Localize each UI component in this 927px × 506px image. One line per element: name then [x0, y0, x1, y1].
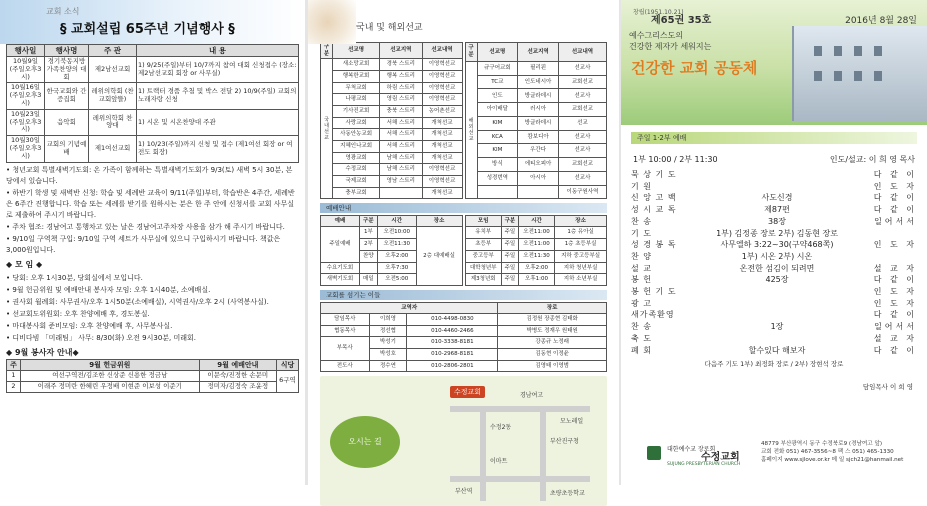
- table-row: 무척교회 하림 스트리 이영혁선교: [321, 82, 463, 94]
- order-of-worship: [621, 169, 927, 356]
- table-row: 사동안농교회 서해 스트리 개척선교: [321, 129, 463, 141]
- table-row: 1 여선구역전/김조한 신상준 신용한 정금남 이문숙/진정한 손문미 6구역: [7, 370, 299, 381]
- table-row: 초등부 주일 오전11:00 1층 초등부실: [465, 239, 607, 251]
- table-row: 방식 에티오피아 교회선교: [465, 158, 607, 172]
- table-row: TC교 인도네시아 교회선교: [465, 75, 607, 89]
- table-row: 중고등부 주일 오전11:30 지하 중고등부실: [465, 250, 607, 262]
- table-row: 유치부 주일 오전11:00 1층 유아실: [465, 227, 607, 239]
- table-row: 해외선교 규구어교회 필리핀 선교사: [465, 62, 607, 76]
- table-row: 대학청년부 주일 오후2:00 지하 청년부실: [465, 262, 607, 274]
- worship-info-bar: 예배안내: [320, 203, 607, 213]
- domestic-mission-table: 구분 선교명 선교지역 선교내역 국내선교 새소망교회 경북 스트리 이영혁선교 행복한교회 행복 스트리 이영혁선교 무척교회 하림 스트리 이영혁선교 나평교회 영림 스트리 이영혁선교 기사진교회 충북 스트리 농어촌선교 사랑교회 서해 스트리 개척선교 사동안농교회 서해 스트리 개척선교 지혜인나교회 서해 스트리 개척선교 영광교회 남해 스트리 개척선교 수정교회 남해 스트리 이영혁선교 국제교회 영남 스트리 이영혁선교 충부교회 개척선교: [320, 42, 463, 199]
- order-row: 설 교 온전한 섬김이 되려면 설 교 자: [631, 263, 917, 273]
- table-row: 이동구원사역: [465, 185, 607, 199]
- table-row: 행복한교회 행복 스트리 이영혁선교: [321, 70, 463, 82]
- service-bar: 주일 1·2부 예배: [631, 132, 917, 144]
- volunteers-heading: ◆ 9월 봉사자 안내◆: [6, 347, 79, 357]
- table-row: 10월16일 (주일오후3시) 한국교회와 간증집회 레위의학회 (찬교회앞뜰) 1) 트랙터 경품 추첨 및 박스 전달 2) 10/9(주일) 교회의 노래자랑 신청: [7, 83, 299, 109]
- overseas-mission-table: 구분 선교명 선교지역 선교내역 해외선교 규구어교회 필리핀 선교사 TC교 인도네시아 교회선교 인도 방글라데시 선교사 아이배달 러시아 교회선교 KIM 방글라데시 선교 KCA 캄보디아 선교사 KIM 우간다 선교사 방식 에티오피아 교회선교 성경번역 아시아 선교사 이동구원사역: [465, 42, 608, 199]
- table-row: 2 이래주 정미란 한혜린 우정배 이현준 이보성 이준기 정미자/김정숙 조윤정: [7, 381, 299, 392]
- contact-info: 48779 부산광역시 동구 수정북로9 (경남여고 앞) 교회 전화 051) 467-3556~8 팩 스 051) 465-1330 홈페이지 www.sjlove.or.kr 메 일 sjch21@hanmail.net: [761, 441, 904, 464]
- table-row: 10월9일 (주일오후3시) 경기북동지방 가족찬양의 대회 제2남선교회 1) 9/25(주일)부터 10/7까지 참여 대회 신청접수 (장소: 제2남선교회 회장 or 사무실): [7, 57, 299, 83]
- table-row: 국내선교 새소망교회 경북 스트리 이영혁선교: [321, 59, 463, 71]
- church-name: 수정교회: [701, 452, 740, 463]
- church-building-image: [792, 26, 927, 121]
- senior-pastor: 담임목사 이 희 영: [862, 383, 913, 392]
- directions-badge: 오시는 길: [330, 416, 400, 468]
- next-week-prayer: 다음주 기도 1부) 최정화 장로 / 2부) 장현석 장로: [704, 360, 844, 369]
- table-row: KCA 캄보디아 선교사: [465, 130, 607, 144]
- mission-header: [308, 0, 619, 42]
- right-panel: [621, 0, 927, 485]
- worship-table: 예배 구분 시간 장소 주일예배 1부 오전10:00 2층 대예배실 2부 오전11:30 찬양 오후2:00 수요기도회 오후7:30 새벽기도회 매일 오전5:00: [320, 215, 463, 285]
- meetings-heading: ◆ 모 임 ◆: [6, 259, 43, 269]
- church-marker: 수정교회: [450, 386, 485, 398]
- table-row: 10월30일 (주일오후3시) 교회의 기념예배 제1여선교회 1) 10/23(주일)까지 신청 및 접수 (제1여선 회장 or 여전도 회장): [7, 136, 299, 162]
- order-row: 찬 양 1부) 시온 2부) 시온: [631, 251, 813, 261]
- mission-title: 국내 및 해외선교: [356, 23, 423, 33]
- order-row: 기 원 인 도 자: [631, 181, 917, 191]
- table-row: 성경번역 아시아 선교사: [465, 171, 607, 185]
- events-table: 행사일 행사명 주 관 내 용 10월9일 (주일오후3시) 경기북동지방 가족찬양의 대회 제2남선교회 1) 9/25(주일)부터 10/7까지 참여 대회 신청접수 (장소: 제2남선교회 회장 or 사무실) 10월16일 (주일오후3시) 한국교회와 간증집회 레위의학회 (찬교회앞뜰) 1) 트랙터 경품 추첨 및 박스 전달 2) 10/9(주일) 교회의 노래자랑 신청 10월23일 (주일오후3시) 음악회 레위의학회 찬양대 1) 시온 및 시온찬양대 주관 10월30일 (주일오후3시) 교회의 기념예배 제1여선교회 1) 10/23(주일)까지 신청 및 접수 (제1여선 회장 or 여전도 회장): [6, 44, 299, 163]
- order-row: 찬 송 38장 일어서서: [631, 216, 917, 226]
- order-row: 축 도 설 교 자: [631, 333, 917, 343]
- order-row: 광 고 인 도 자: [631, 298, 917, 308]
- order-row: 새가족환영 다 같 이: [631, 310, 917, 320]
- directions-map: 오시는 길 수정교회 경남여고 수정2동 부산진구청 이마트 부산역 모노레일 초량초등학교: [320, 376, 607, 506]
- order-row: 봉 헌 425장 다 같 이: [631, 275, 917, 285]
- table-row: 수정교회 남해 스트리 이영혁선교: [321, 164, 463, 176]
- left-panel: [0, 0, 305, 485]
- news-header: [0, 0, 305, 44]
- meetings-list: • 당회: 오후 1시30분, 당회실에서 모입니다. • 9월 헌금위원 및 예배안내 봉사자 모임: 오후 1시40분, 소예배실. • 권사회 월례회: 사무권사/오후 1시50분(소예배실), 시역권사/오후 2시 (사역봉사실). • 선교회도위원회: 오후 찬양예배 후, 경도봉실. • 마대봉사회 준비모임: 오후 찬양예배 후, 사무봉사실. • 디비다빔 「미래팀」 사무: 8/30(화) 오전 9시30분, 미래회.: [6, 273, 269, 342]
- order-row: 찬 송 1장 일어서서: [631, 322, 917, 332]
- table-row: 10월23일 (주일오후3시) 음악회 레위의학회 찬양대 1) 시온 및 시온찬양대 주관: [7, 109, 299, 135]
- service-leader: 인도/설교: 이 희 영 목사: [829, 155, 915, 164]
- table-row: 나평교회 영림 스트리 이영혁선교: [321, 94, 463, 106]
- issue-date: 2016년 8월 28일: [845, 16, 917, 26]
- slogan: 예수그리스도의 건강한 제자가 세워지는: [629, 31, 712, 51]
- church-logo-icon: [647, 446, 661, 460]
- table-row: 아이배달 러시아 교회선교: [465, 103, 607, 117]
- order-row: 성 시 교 독 제87편 다 같 이: [631, 205, 917, 215]
- order-row: 신 앙 고 백 사도신경 다 같 이: [631, 193, 917, 203]
- table-row: 지혜인나교회 서해 스트리 개척선교: [321, 141, 463, 153]
- order-row: 폐 회 할수있다 해보자 다 같 이: [631, 345, 917, 355]
- service-times: 1부 10:00 / 2부 11:30: [633, 155, 718, 164]
- cover-header: 창립(1951.10.21) 제65권 35호 2016년 8월 28일 예수그리스도의 건강한 제자가 세워지는 건강한 교회 공동체: [621, 0, 927, 125]
- praying-hands-image: [308, 0, 356, 44]
- volunteers-table: 주 9월 헌금위원 9월 예배안내 식당 1 여선구역전/김조한 신상준 신용한 정금남 이문숙/진정한 손문미 6구역 2 이래주 정미란 한혜린 우정배 이현준 이보성 이준기 정미자/김정숙 조윤정: [6, 359, 299, 393]
- order-row: 성 경 봉 독 사무엘하 3:22~30(구약468쪽) 인 도 자: [631, 240, 917, 250]
- section-title: § 교회설립 65주년 기념행사 §: [60, 22, 235, 37]
- table-row: 기사진교회 충북 스트리 농어촌선교: [321, 105, 463, 117]
- table-row: KIM 방글라데시 선교: [465, 116, 607, 130]
- notices: • 청년교회 특별새벽기도회: 온 가족이 함께하는 특별새벽기도회가 9/3(토) 새벽 5시 30분, 본당에서 있습니다. • 하반기 학생 및 새벽반 신청: 학습 및 세례반 교육이 9/11(주일)부터, 학습반은 4주간, 세례반은 6주간 진행합니다. 학습 또는 세례를 받기를 원하시는 분은 한 주 안에 신청서를 교회 사무실로 제출하여 주시기 바랍니다. • 주차 협조: 경남여고 통행차고 있는 날은 경남여고주차장 사용을 삼가 해 주시기 바랍니다. • 9/10일 구역책 구입: 9/10일 구역 세트가 사무실에 있으니 구입하시기 바랍니다. 책값은 3,000원입니다.: [6, 165, 295, 254]
- table-row: KIM 우간다 선교사: [465, 144, 607, 158]
- table-row: 영광교회 남해 스트리 개척선교: [321, 152, 463, 164]
- motto: 건강한 교회 공동체: [631, 59, 758, 77]
- table-row: 국제교회 영남 스트리 이영혁선교: [321, 176, 463, 188]
- section-subtitle: 교회 소식: [46, 7, 80, 16]
- order-row: 묵 상 기 도 다 같 이: [631, 170, 917, 179]
- table-row: 사랑교회 서해 스트리 개척선교: [321, 117, 463, 129]
- issue-number: 제65권 35호: [651, 15, 712, 26]
- order-row: 봉 헌 기 도 인 도 자: [631, 287, 917, 297]
- table-row: 인도 방글라데시 선교사: [465, 89, 607, 103]
- middle-panel: [308, 0, 619, 498]
- table-row: 충부교회 개척선교: [321, 187, 463, 199]
- staff-bar: 교회를 섬기는 이들: [320, 290, 607, 300]
- dept-worship-table: 모임 구분 시간 장소 유치부 주일 오전11:00 1층 유아실 초등부 주일 오전11:00 1층 초등부실 중고등부 주일 오전11:30 지하 중고등부실 대학청년부 주일 오후2:00 지하 청년부실 제3청년회 주일 오후1:00 지하 소년부실: [465, 215, 608, 285]
- staff-table: 교역자 장로 담임목사 이희영 010-4498-0830 김정원 장종현 김태화 협동목사 정선협 010-4460-2466 박병도 정재우 원태원 부목사 박성기 010-3338-8181 강종규 노정래 박성호 010-2968-8181 김동현 이정윤 전도사 정수연 010-2806-2801 김영태 이영범: [320, 302, 607, 372]
- footer: 대한예수교 장로회 수정교회 SUJUNG PRESBYTERIAN CHURCH 48779 부산광역시 동구 수정북로9 (경남여고 앞) 교회 전화 051) 467-3556~8 팩 스 051) 465-1330 홈페이지 www.sjlove.or.kr 메 일 sjch21@hanmail.net: [621, 440, 927, 485]
- order-row: 기 도 1부) 김정종 장로 2부) 김동현 장로: [631, 228, 838, 238]
- table-row: 제3청년회 주일 오후1:00 지하 소년부실: [465, 274, 607, 286]
